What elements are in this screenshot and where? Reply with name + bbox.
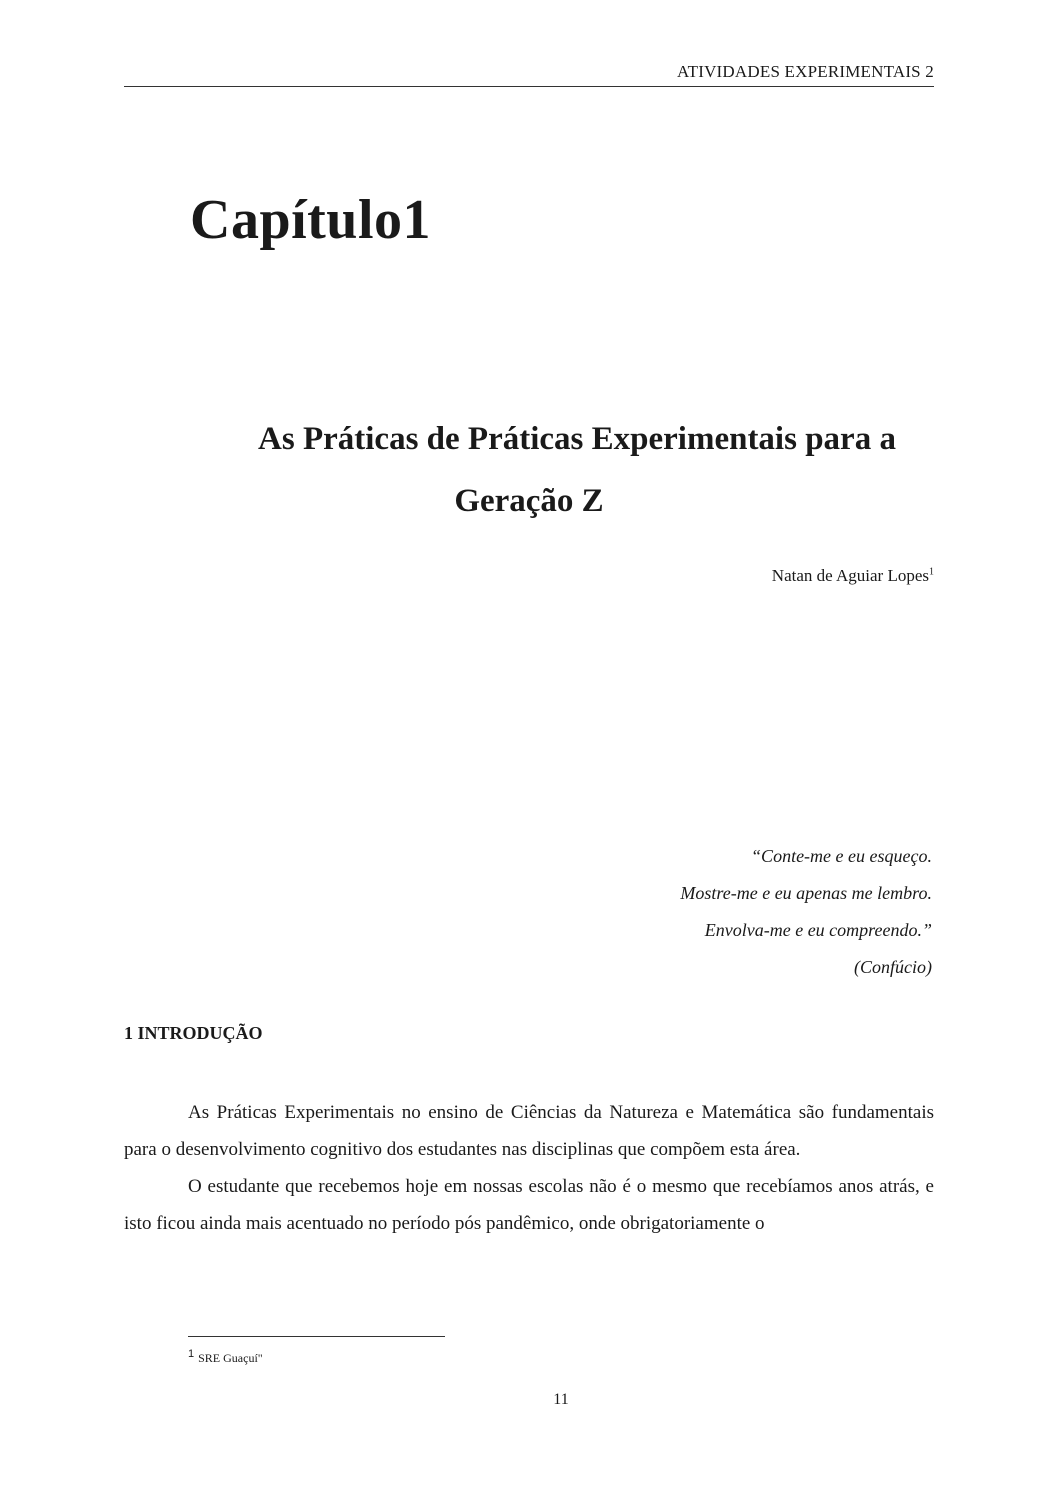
author-footnote-ref: 1 — [929, 566, 934, 578]
chapter-title-line-2: Geração Z — [454, 483, 604, 519]
body-text — [124, 1094, 934, 1242]
epigraph-line-3: Envolva-me e eu compreendo.” — [704, 920, 932, 940]
footnote-divider — [188, 1336, 445, 1337]
epigraph-line-2: Mostre-me e eu apenas me lembro. — [680, 883, 932, 903]
author-name: Natan de Aguiar Lopes — [771, 566, 929, 585]
header-divider — [124, 86, 934, 87]
body-paragraph-2: O estudante que recebemos hoje em nossas escolas não é o mesmo que recebíamos anos atrás, e isto ficou ainda mais acentuado no período pós pandêmico, onde obrigatoriamente o — [124, 1176, 934, 1234]
body-paragraph-1: As Práticas Experimentais no ensino de Ciências da Natureza e Matemática são fundamentais para o desenvolvimento cognitivo dos estudantes nas disciplinas que compõem esta área. — [124, 1102, 934, 1160]
running-header: ATIVIDADES EXPERIMENTAIS 2 — [677, 62, 934, 81]
epigraph-line-1: “Conte-me e eu esqueço. — [751, 846, 932, 866]
chapter-title-line-1: As Práticas de Práticas Experimentais para a — [258, 421, 896, 457]
footnote — [188, 1348, 263, 1366]
footnote-text: SRE Guaçuí" — [198, 1351, 263, 1365]
footnote-mark: 1 — [188, 1348, 195, 1360]
section-heading: 1 INTRODUÇÃO — [124, 1023, 263, 1043]
author-line — [772, 566, 934, 586]
page-number: 11 — [553, 1391, 569, 1408]
epigraph — [680, 838, 932, 986]
chapter-label: Capítulo1 — [190, 189, 431, 251]
chapter-title — [124, 408, 934, 532]
epigraph-attribution: (Confúcio) — [854, 957, 932, 977]
